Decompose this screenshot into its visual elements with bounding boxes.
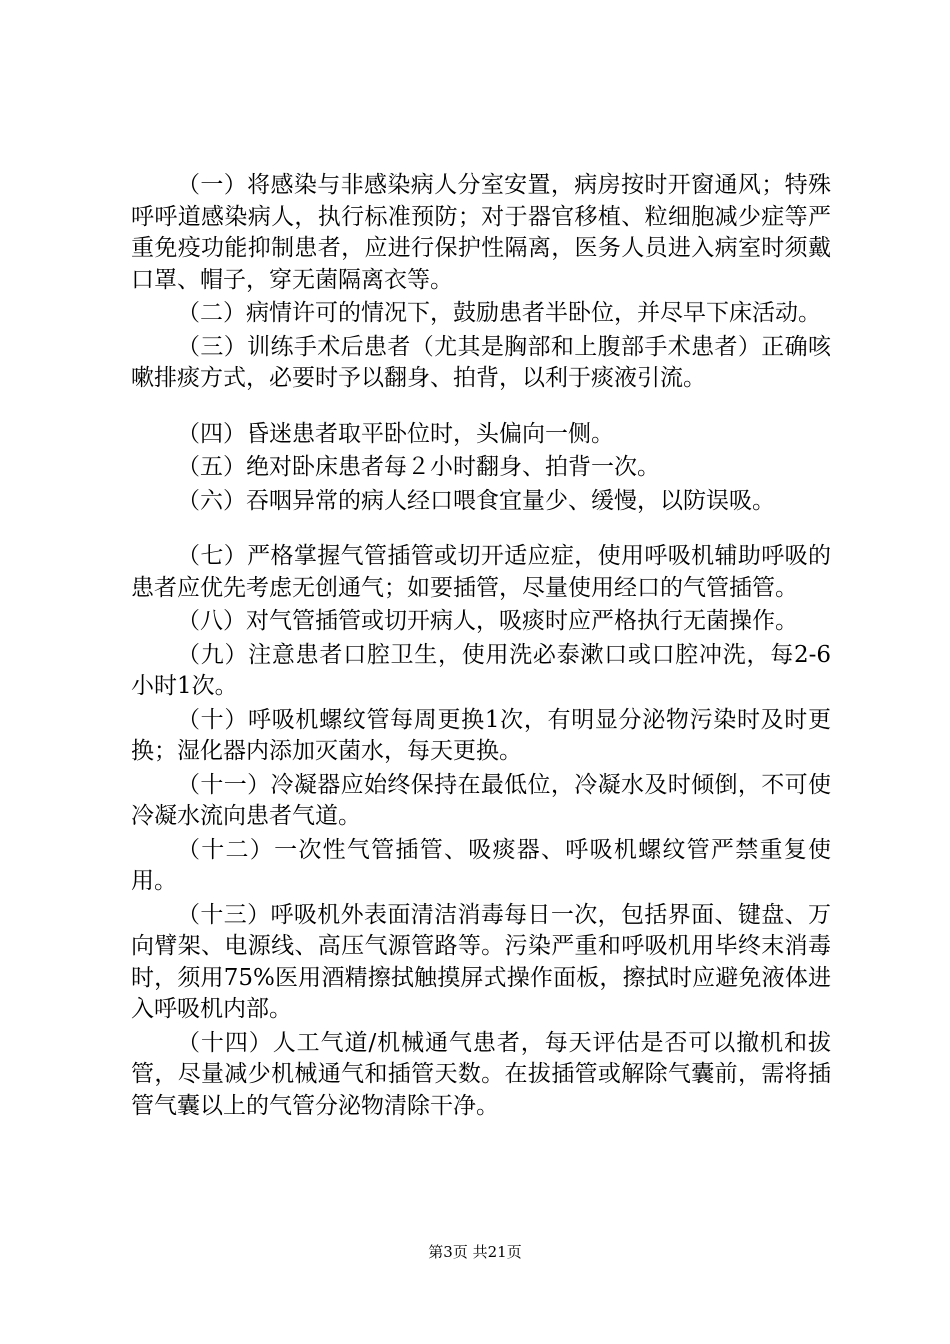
document-body <box>131 170 831 1124</box>
paragraph-8: （八）对气管插管或切开病人，吸痰时应严格执行无菌操作。 <box>177 608 798 634</box>
paragraph-4: （四）昏迷患者取平卧位时，头偏向一侧。 <box>177 420 614 447</box>
paragraph-11: （十一）冷凝器应始终保持在最低位，冷凝水及时倾倒，不可使冷凝水流向患者气道。 <box>131 771 831 829</box>
paragraph-5: （五）绝对卧床患者每２小时翻身、拍背一次。 <box>177 454 660 480</box>
paragraph-3: （三）训练手术后患者（尤其是胸部和上腹部手术患者）正确咳嗽排痰方式，必要时予以翻身、拍背，以利于痰液引流。 <box>131 333 831 391</box>
paragraph-14: （十四）人工气道/机械通气患者，每天评估是否可以撤机和拔管，尽量减少机械通气和插管天数。在拔插管或解除气囊前，需将插管气囊以上的气管分泌物清除干净。 <box>131 1029 831 1119</box>
paragraph-13: （十三）呼吸机外表面清洁消毒每日一次，包括界面、键盘、万向臂架、电源线、高压气源管路等。污染严重和呼吸机用毕终末消毒时，须用75%医用酒精擦拭触摸屏式操作面板，擦拭时应避免液体进入呼吸机内部。 <box>131 901 831 1022</box>
paragraph-10: （十）呼吸机螺纹管每周更换1次，有明显分泌物污染时及时更换；湿化器内添加灭菌水，每天更换。 <box>131 706 831 764</box>
paragraph-12: （十二）一次性气管插管、吸痰器、呼吸机螺纹管严禁重复使用。 <box>131 836 831 894</box>
page-footer <box>0 1241 950 1262</box>
paragraph-9: （九）注意患者口腔卫生，使用洗必泰漱口或口腔冲洗，每2-6小时1次。 <box>131 641 831 699</box>
paragraph-2: （二）病情许可的情况下，鼓励患者半卧位，并尽早下床活动。 <box>177 300 821 326</box>
paragraph-7: （七）严格掌握气管插管或切开适应症，使用呼吸机辅助呼吸的患者应优先考虑无创通气；如要插管，尽量使用经口的气管插管。 <box>131 543 831 601</box>
paragraph-1: （一）将感染与非感染病人分室安置，病房按时开窗通风；特殊呼呼道感染病人，执行标准预防；对于器官移植、粒细胞减少症等严重免疫功能抑制患者，应进行保护性隔离，医务人员进入病室时须戴口罩、帽子，穿无菌隔离衣等。 <box>131 172 831 293</box>
page-number-label: 第3页 共21页 <box>428 1243 522 1261</box>
paragraph-6: （六）吞咽异常的病人经口喂食宜量少、缓慢，以防误吸。 <box>177 487 775 514</box>
